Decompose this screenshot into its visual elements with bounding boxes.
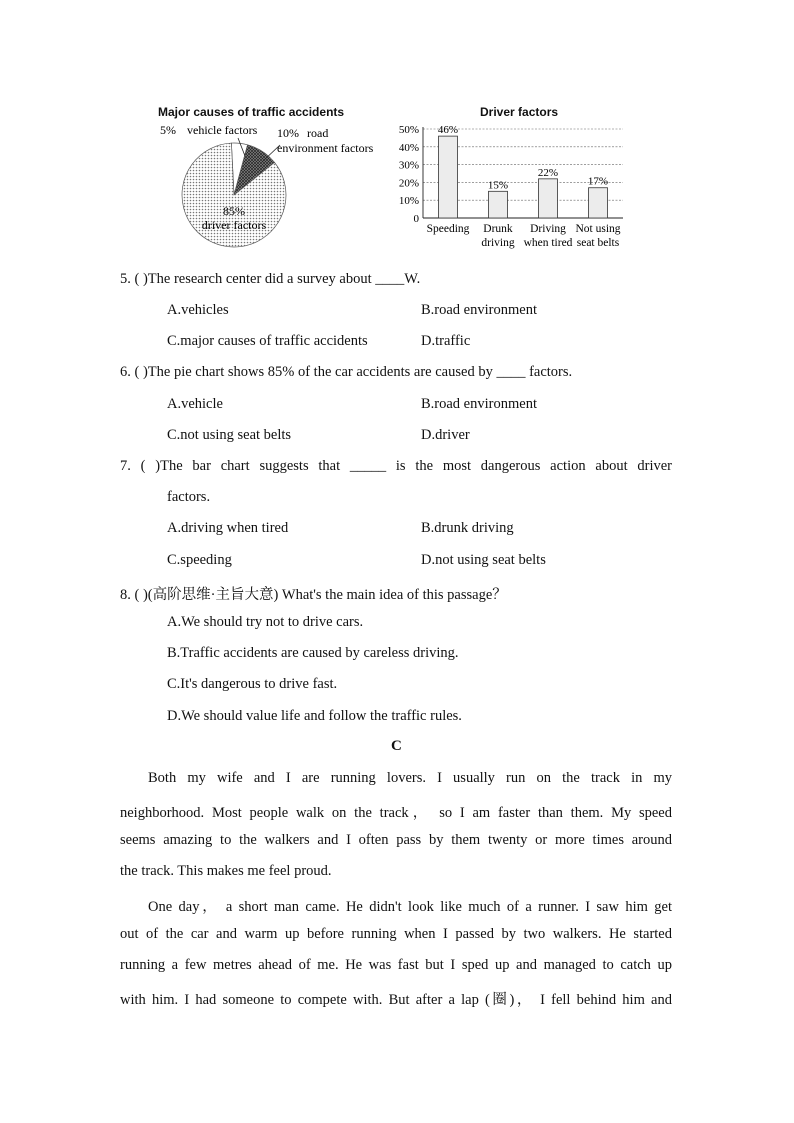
question-7-stem-line-2: factors. [167, 489, 211, 505]
bar-value-label: 22% [537, 166, 559, 179]
y-tick-label: 0 [413, 213, 419, 225]
x-tick-label: seat belts [576, 237, 620, 249]
question-8-option-a: A.We should try not to drive cars. [167, 614, 364, 630]
question-5-option-a: A.vehicles [167, 302, 229, 318]
question-5-option-d: D.traffic [421, 333, 471, 349]
x-tick-label: Speeding [426, 223, 470, 235]
bar-value-label: 46% [437, 124, 459, 137]
passage-line-5: One day， a short man came. He didn't look like much of a runner. I saw him get [148, 899, 672, 915]
question-7-option-d: D.not using seat belts [421, 552, 546, 568]
x-tick-label: when tired [523, 237, 573, 249]
question-8-option-b: B.Traffic accidents are caused by careless driving. [167, 645, 459, 661]
passage-line-2: neighborhood. Most people walk on the track， so I am faster than them. My speed [120, 805, 672, 821]
question-5-option-b: B.road environment [421, 302, 537, 318]
question-8-option-d: D.We should value life and follow the traffic rules. [167, 708, 462, 724]
passage-line-3: seems amazing to the walkers and I often pass by them twenty or more times around [120, 832, 672, 848]
y-tick-label: 50% [398, 124, 419, 136]
bar [489, 191, 508, 218]
question-7-option-b: B.drunk driving [421, 520, 514, 536]
question-6-option-c: C.not using seat belts [167, 427, 292, 443]
road-slice-label-1: road [307, 126, 329, 140]
question-7-option-a: A.driving when tired [167, 520, 289, 536]
question-6-option-a: A.vehicle [167, 396, 223, 412]
question-6-option-d: D.driver [421, 427, 470, 443]
bar-chart-svg [385, 100, 640, 260]
driver-slice-percent: 85% [223, 204, 245, 218]
y-tick-label: 40% [398, 141, 419, 154]
y-tick-label: 10% [398, 195, 419, 208]
bar-value-label: 17% [587, 175, 609, 188]
vehicle-slice-label: vehicle factors [187, 123, 258, 137]
question-6-stem: 6. ( )The pie chart shows 85% of the car accidents are caused by ____ factors. [120, 364, 573, 380]
pie-chart-svg [150, 100, 390, 260]
question-6-option-b: B.road environment [421, 396, 537, 412]
x-tick-label: Drunk [483, 223, 513, 235]
question-5-option-c: C.major causes of traffic accidents [167, 333, 368, 349]
bar-value-label: 15% [487, 179, 509, 192]
bar [539, 179, 558, 218]
road-slice-label-2: environment factors [277, 141, 374, 155]
x-tick-label: driving [481, 237, 515, 249]
passage-line-1: Both my wife and I are running lovers. I usually run on the track in my [148, 770, 672, 786]
bar [589, 188, 608, 218]
vehicle-slice-percent: 5% [160, 123, 176, 137]
section-heading: C [391, 738, 402, 754]
road-slice-percent: 10% [277, 126, 299, 140]
question-8-stem: 8. ( )(高阶思维·主旨大意) What's the main idea of this passage？ [120, 587, 507, 603]
question-5-stem: 5. ( )The research center did a survey about ____W. [120, 271, 421, 287]
passage-line-7: running a few metres ahead of me. He was fast but I sped up and managed to catch up [120, 957, 672, 973]
passage-line-8: with him. I had someone to compete with. But after a lap (圈)， I fell behind him and [120, 992, 672, 1008]
question-8-option-c: C.It's dangerous to drive fast. [167, 676, 338, 692]
pie-chart [150, 100, 390, 260]
passage-line-4: the track. This makes me feel proud. [120, 863, 332, 879]
y-tick-label: 30% [398, 159, 419, 172]
driver-slice-label: driver factors [201, 218, 267, 232]
bar-chart [385, 100, 640, 260]
question-7-stem-line-1: 7. ( )The bar chart suggests that _____ is the most dangerous action about driver [120, 458, 672, 474]
passage-line-6: out of the car and warm up before running when I passed by two walkers. He started [120, 926, 672, 942]
bar-chart-title: Driver factors [480, 105, 559, 119]
y-tick-label: 20% [398, 177, 419, 190]
x-tick-label: Driving [530, 223, 566, 235]
x-tick-label: Not using [575, 223, 621, 235]
question-7-option-c: C.speeding [167, 552, 232, 568]
pie-chart-title: Major causes of traffic accidents [158, 105, 345, 119]
bar [439, 136, 458, 218]
